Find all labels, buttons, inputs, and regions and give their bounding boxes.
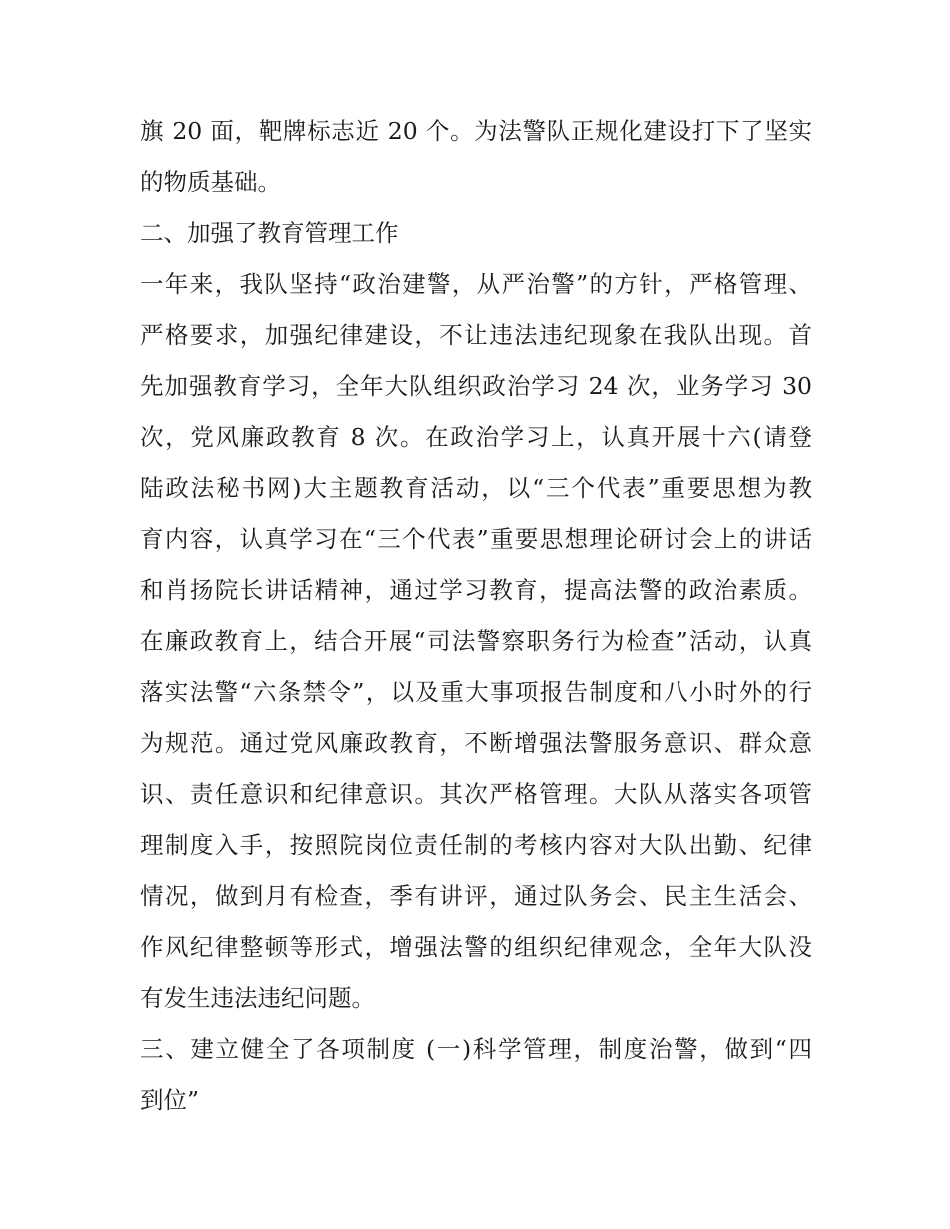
text-line: 一年来，我队坚持“政治建警，从严治警”的方针，严格管理、	[140, 270, 812, 298]
text-line: 育内容，认真学习在“三个代表”重要思想理论研讨会上的讲话	[140, 525, 812, 553]
paragraph-material-basis	[140, 106, 812, 208]
text-line: 严格要求，加强纪律建设，不让违法违纪现象在我队出现。首	[140, 321, 812, 349]
text-line: 落实法警“六条禁令”，以及重大事项报告制度和八小时外的行	[140, 678, 812, 706]
text-line: 在廉政教育上，结合开展“司法警察职务行为检查”活动，认真	[140, 627, 812, 655]
text-line: 理制度入手，按照院岗位责任制的考核内容对大队出勤、纪律	[140, 831, 812, 859]
section-heading-text: 三、建立健全了各项制度 (一)科学管理，制度治警，做到“四	[140, 1035, 812, 1063]
text-line: 有发生违法违纪问题。	[140, 984, 375, 1012]
text-line: 为规范。通过党风廉政教育，不断增强法警服务意识、群众意	[140, 729, 812, 757]
document-body	[140, 106, 812, 1126]
text-line: 情况，做到月有检查，季有讲评，通过队务会、民主生活会、	[140, 882, 812, 910]
section-heading-systems	[140, 1024, 812, 1126]
text-line: 先加强教育学习，全年大队组织政治学习 24 次，业务学习 30	[140, 372, 812, 400]
section-heading-education	[140, 208, 812, 259]
text-line: 和肖扬院长讲话精神，通过学习教育，提高法警的政治素质。	[140, 576, 812, 604]
text-line: 作风纪律整顿等形式，增强法警的组织纪律观念，全年大队没	[140, 933, 812, 961]
text-line: 次，党风廉政教育 8 次。在政治学习上，认真开展十六(请登	[140, 423, 812, 451]
section-heading-text: 到位”	[140, 1086, 200, 1114]
text-line: 旗 20 面，靶牌标志近 20 个。为法警队正规化建设打下了坚实	[140, 117, 812, 145]
paragraph-education-management	[140, 259, 812, 1024]
text-line: 的物质基础。	[140, 168, 281, 196]
text-line: 陆政法秘书网)大主题教育活动，以“三个代表”重要思想为教	[140, 474, 812, 502]
section-heading-text: 二、加强了教育管理工作	[140, 219, 399, 247]
text-line: 识、责任意识和纪律意识。其次严格管理。大队从落实各项管	[140, 780, 812, 808]
